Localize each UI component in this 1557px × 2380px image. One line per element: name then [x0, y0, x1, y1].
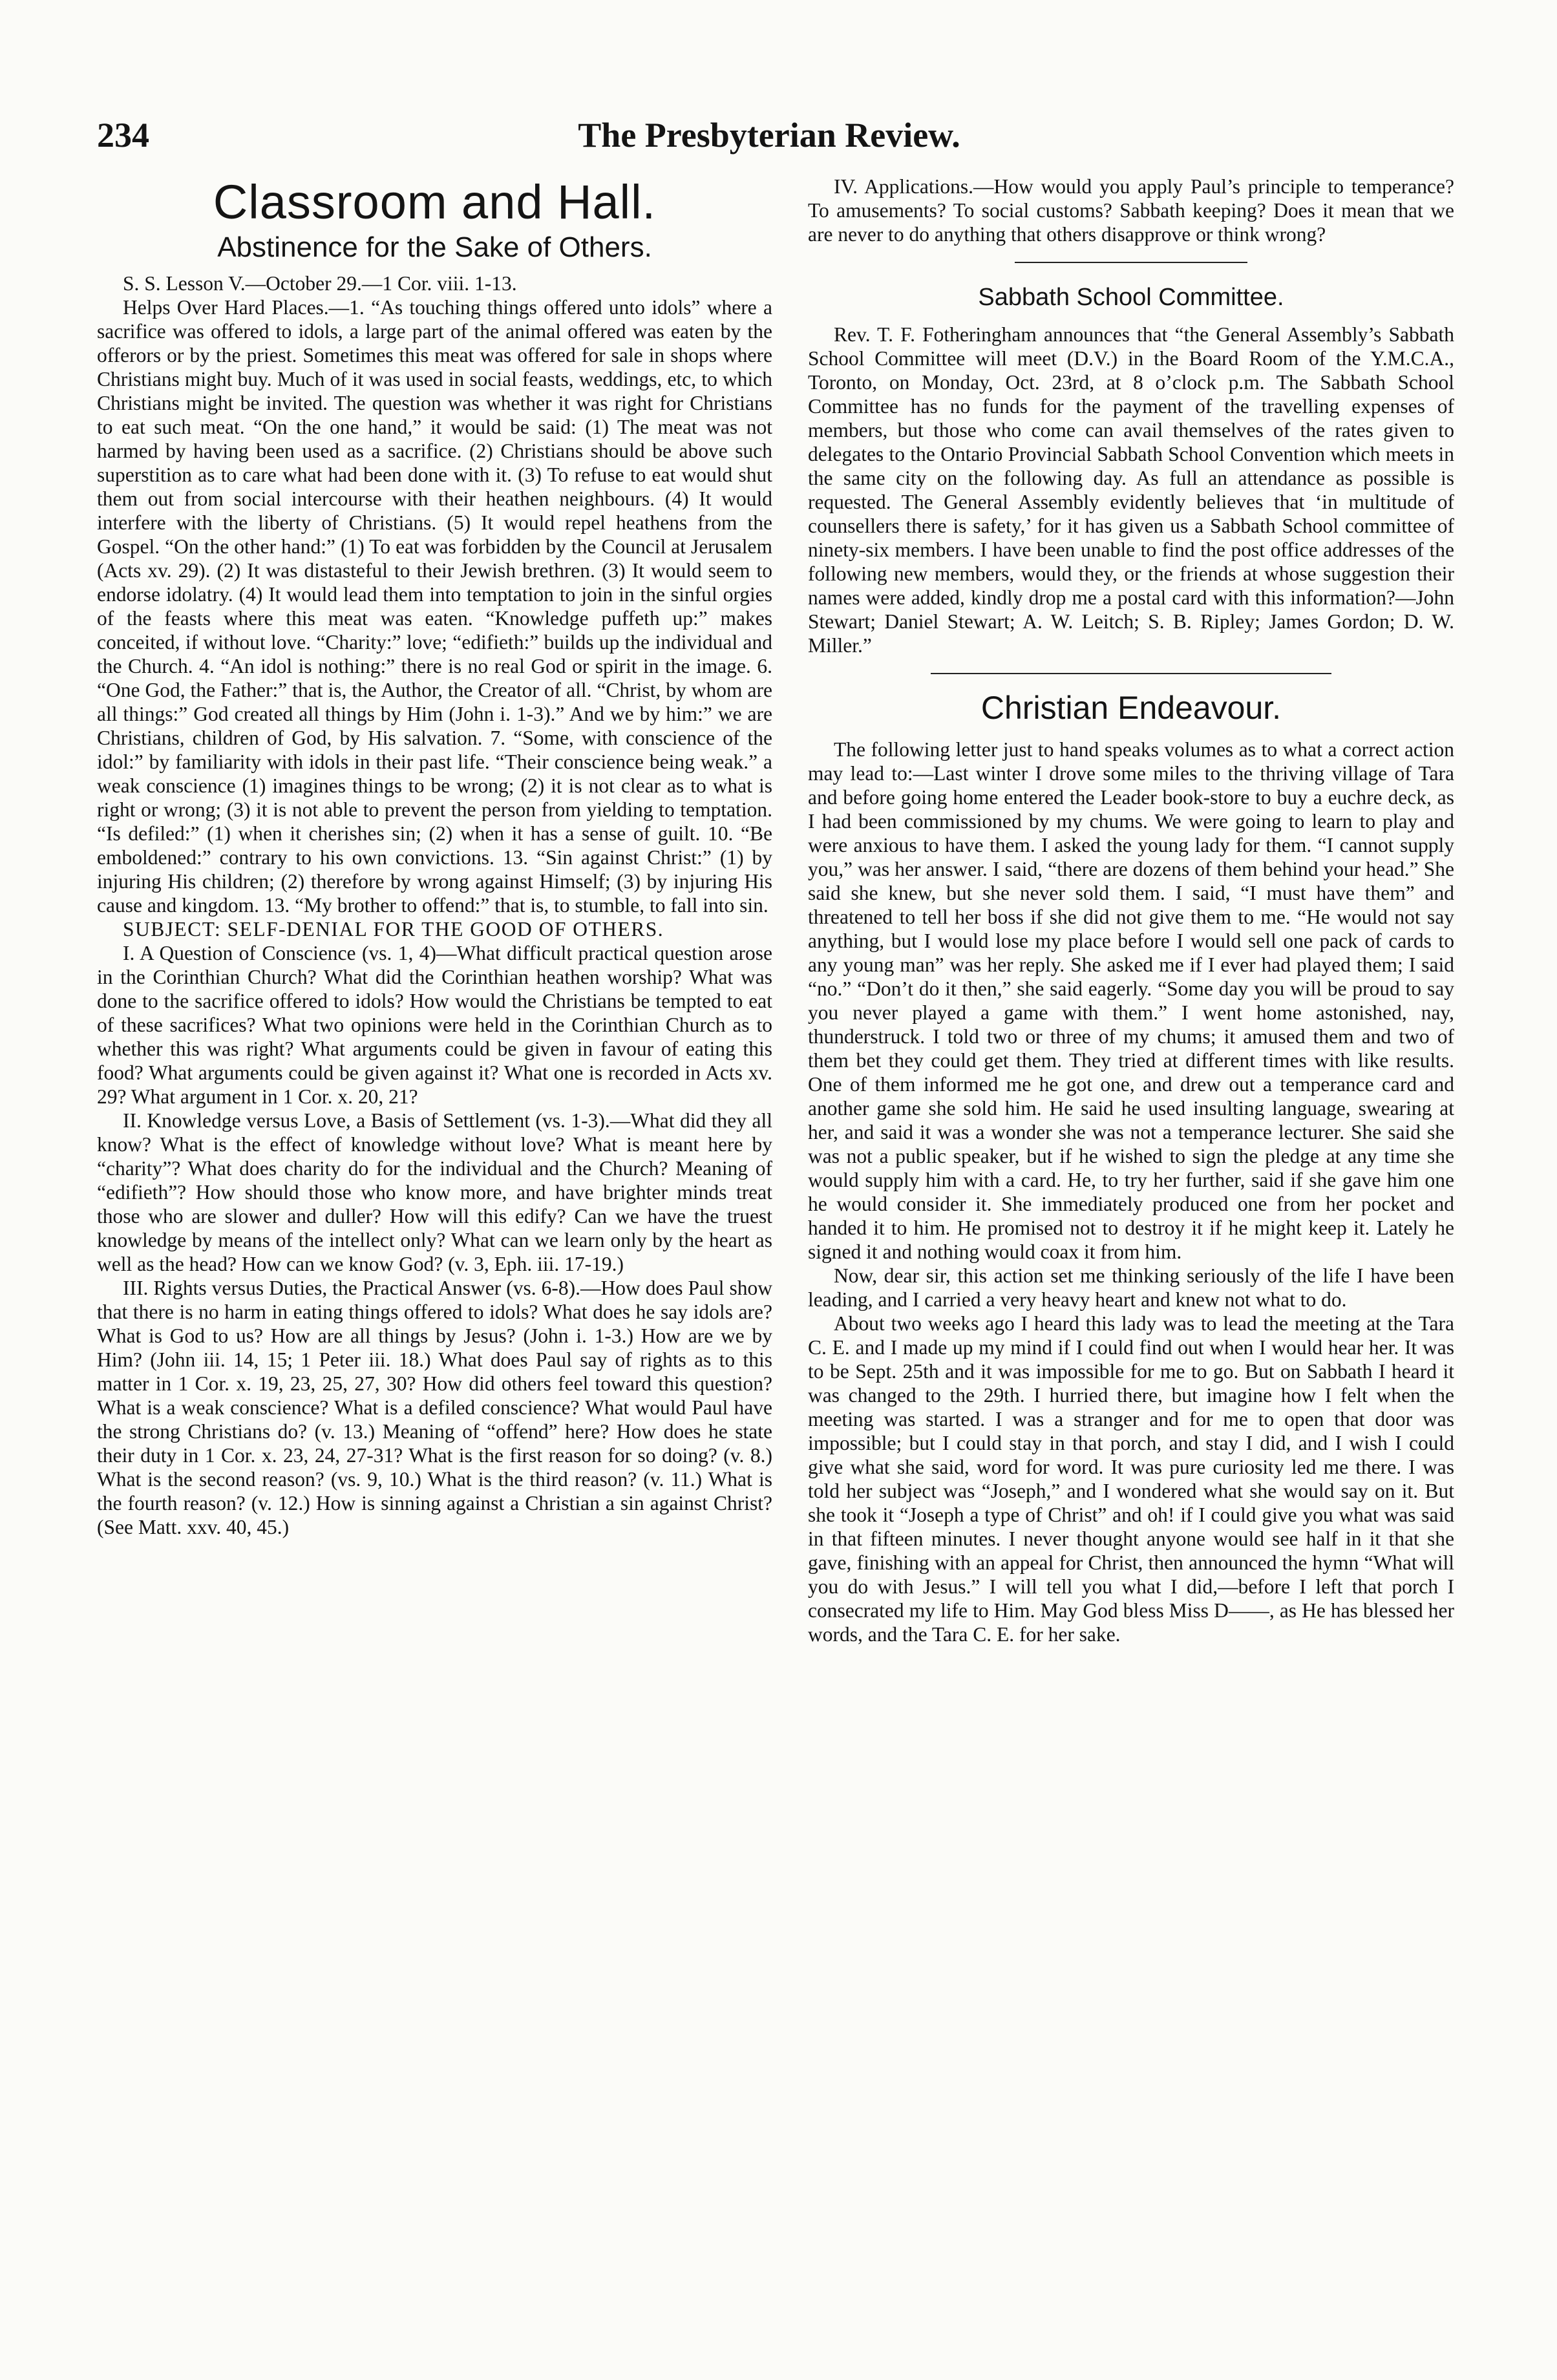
- lesson-subject: SUBJECT: SELF-DENIAL FOR THE GOOD OF OTHERS.: [123, 918, 664, 940]
- endeavour-paragraph-1: The following letter just to hand speaks volumes as to what a correct action may lead to:—Last winter I drove some miles to the thriving village of Tara and before going home entered the Leader book-store to buy a euchre deck, as I had been commissioned by my chums. We were going to learn to play and were anxious to have them. I asked the young lady for them. “I cannot supply you,” was her answer. I said, “there are dozens of them behind your head.” She said she knew, but she never sold them. I said, “I must have them” and threatened to tell her boss if she did not give them to me. “He would not say anything, but I would lose my place before I would sell one pack of cards to any young man” was her reply. She asked me if I ever had played them; I said “no.” “Don’t do it then,” she said eagerly. “Some day you will be proud to say you never played a game with them.” I went home astonished, nay, thunderstruck. I told two or three of my chums; it amused them and two of them bet they could get them. They tried at different times with like results. One of them informed me he got one, and drew out a temperance card and another game she sold him. He said he used insulting language, swearing at her, and said it was a wonder she was not a temperance lecturer. She said she was not a public speaker, but if he wished to sign the pledge at any time she would supply him with a card. He, to try her further, said if she gave him one he would consider it. She immediately produced one from her pocket and handed it to him. He promised not to destroy it if he might keep it. Lately he signed it and nothing would coax it from him.: [808, 738, 1454, 1263]
- lesson-point-4: IV. Applications.—How would you apply Paul’s principle to temperance? To amusements? To social customs? Sabbath keeping? Does it mean that we are never to do anything that others disapprove or think wrong?: [808, 175, 1454, 246]
- classroom-title: Classroom and Hall.: [213, 175, 657, 229]
- left-column: [97, 175, 772, 2353]
- lesson-point-3: III. Rights versus Duties, the Practical Answer (vs. 6-8).—How does Paul show that there is no harm in eating things offered to idols? What does he say idols are? What is God to us? How are all things by Jesus? (John i. 1-3.) How are we by Him? (John iii. 14, 15; 1 Peter iii. 18.) What does Paul say of rights as to this matter in 1 Cor. x. 19, 23, 25, 27, 30? How did others feel toward this question? What is a weak conscience? What is a defiled conscience? What would Paul have the strong Christians do? (v. 13.) Meaning of “offend” here? How does he state their duty in 1 Cor. x. 23, 24, 27-31? What is the first reason for so doing? (v. 8.) What is the second reason? (vs. 9, 10.) What is the third reason? (v. 11.) What is the fourth reason? (v. 12.) How is sinning against a Christian a sin against Christ? (See Matt. xxv. 40, 45.): [97, 1277, 772, 1538]
- endeavour-paragraph-3: About two weeks ago I heard this lady was to lead the meeting at the Tara C. E. and I made up my mind if I could find out when I would hear her. It was to be Sept. 25th and it was impossible for me to go. But on Sabbath I heard it was changed to the 29th. I hurried there, but imagine how I felt when the meeting was started. I was a stranger and for me to open that door was impossible; but I could stay in that porch, and stay I did, and I wish I could give what she said, word for word. It was pure curiosity led me there. I was told her subject was “Joseph,” and I wondered what she would say on it. But she took it “Joseph a type of Christ” and oh! if I could give you what was said in that fifteen minutes. I never thought anyone would see half in it that she gave, finishing with an appeal for Christ, then announced the hymn “What will you do with Jesus.” I will tell you what I did,—before I left that porch I consecrated my life to Him. May God bless Miss D——, as He has blessed her words, and the Tara C. E. for her sake.: [808, 1312, 1454, 1646]
- sabbath-school-body: Rev. T. F. Fotheringham announces that “the General Assembly’s Sabbath School Committee will meet (D.V.) in the Board Room of the Y.M.C.A., Toronto, on Monday, Oct. 23rd, at 8 o’clock p.m. The Sabbath School Committee has no funds for the payment of the travelling expenses of members, but those who come can avail themselves of the rates given to delegates to the Ontario Provincial Sabbath School Convention which meets in the same city on the following day. As full an attendance as possible is requested. The General Assembly evidently believes that ‘in multitude of counsellers there is safety,’ for it has given us a Sabbath School committee of ninety-six members. I have been unable to find the post office addresses of the following new members, would they, or the friends at whose suggestion their names were added, kindly drop me a postal card with this information?—John Stewart; Daniel Stewart; A. W. Leitch; S. B. Ripley; James Gordon; D. W. Miller.”: [808, 323, 1454, 657]
- endeavour-paragraph-2: Now, dear sir, this action set me thinking seriously of the life I have been leading, and I carried a very heavy heart and knew not what to do.: [808, 1264, 1454, 1311]
- classroom-subtitle: Abstinence for the Sake of Others.: [217, 231, 652, 263]
- sabbath-school-title: Sabbath School Committee.: [978, 284, 1284, 311]
- running-head: [97, 115, 1441, 167]
- lesson-reference: S. S. Lesson V.—October 29.—1 Cor. viii. 1-13.: [123, 272, 517, 295]
- lesson-point-1: I. A Question of Conscience (vs. 1, 4)—What difficult practical question arose in the Corinthian Church? What did the Corinthian heathen worship? What was done to the sacrifice offered to idols? How would the Christians be tempted to eat of these sacrifices? What two opinions were held in the Corinthian Church as to whether this was right? What arguments could be given in favour of eating this food? What arguments could be given against it? What one is recorded in Acts xv. 29? What argument in 1 Cor. x. 20, 21?: [97, 942, 772, 1108]
- lesson-point-2: II. Knowledge versus Love, a Basis of Settlement (vs. 1-3).—What did they all know? What is the effect of knowledge without love? What is meant here by “charity”? What does charity do for the individual and the Church? Meaning of “edifieth”? How should those who know more, and have brighter minds treat those who are slower and duller? How will this edify? Can we have the truest knowledge by means of the intellect only? What can we learn only by the heart as well as the head? How can we know God? (v. 3, Eph. iii. 17-19.): [97, 1109, 772, 1275]
- endeavour-title: Christian Endeavour.: [980, 690, 1282, 726]
- page-number: 234: [97, 116, 149, 154]
- lesson-helps: Helps Over Hard Places.—1. “As touching things offered unto idols” where a sacrifice was offered to idols, a large part of the animal offered was eaten by the offerors or by the priest. Sometimes this meat was offered for sale in shops where Christians might buy. Much of it was used in social feasts, weddings, etc, to which Christians might be invited. The question was whether it was right for Christians to eat such meat. “On the one hand,” it would be said: (1) The meat was not harmed by having been used as a sacrifice. (2) Christians should be above such superstition as to care what had been done with it. (3) To refuse to eat would shut them out from social intercourse with their heathen neighbours. (4) It would interfere with the liberty of Christians. (5) It would repel heathens from the Gospel. “On the other hand:” (1) To eat was forbidden by the Council at Jerusalem (Acts xv. 29). (2) It was distasteful to their Jewish brethren. (3) It would seem to endorse idolatry. (4) It would lead them into temptation to join in the sinful orgies of the feasts where this meat was eaten. “Knowledge puffeth up:” makes conceited, if without love. “Charity:” love; “edifieth:” builds up the individual and the Church. 4. “An idol is nothing:” there is no real God or spirit in the image. 6. “One God, the Father:” that is, the Author, the Creator of all. “Christ, by whom are all things:” God created all things by Him (John i. 1-3).” And we by him:” we are Christians, children of God, by His salvation. 7. “Some, with conscience of the idol:” by familiarity with idols in their past life. “Their conscience being weak.” a weak conscience (1) imagines things to be wrong; (2) it is not clear as to what is right or wrong; (3) it is not able to prevent the person from yielding to temptation. “Is defiled:” (1) when it cherishes sin; (2) when it has a sense of guilt. 10. “Be emboldened:” contrary to his own convictions. 13. “Sin against Christ:” (1) by injuring His children; (2) therefore by wrong against Himself; (3) by injuring His cause and kingdom. 13. “My brother to offend:” that is, to stumble, to fall into sin.: [97, 296, 772, 917]
- journal-title: The Presbyterian Review.: [578, 116, 960, 154]
- right-column: [808, 175, 1454, 2353]
